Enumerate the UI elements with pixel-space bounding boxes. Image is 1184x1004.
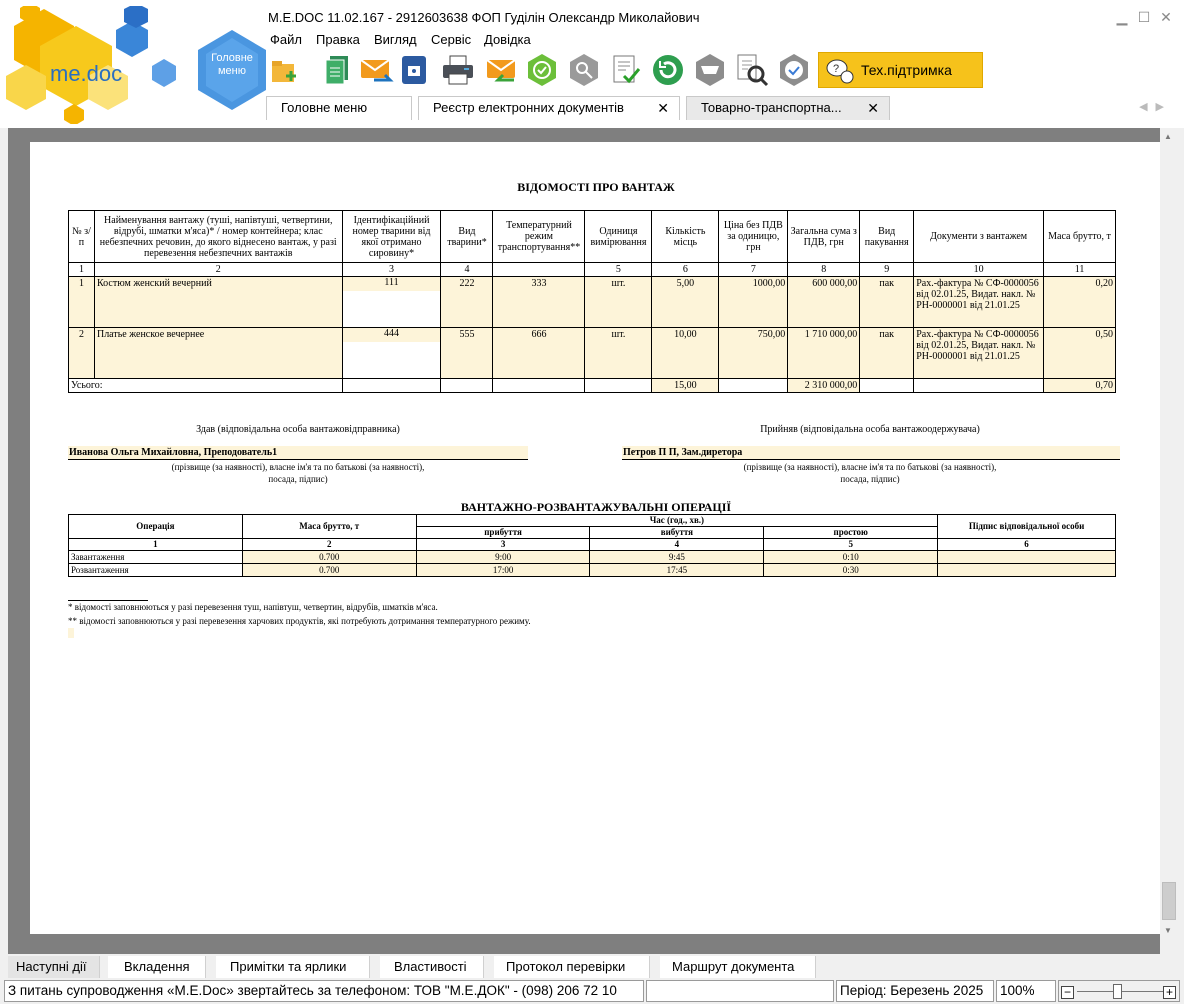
tab-close-icon[interactable]: ✕ [867, 100, 879, 116]
tab-notes-labels[interactable]: Примітки та ярлики [216, 956, 370, 978]
cell-sum[interactable]: 1 710 000,00 [788, 328, 860, 379]
tab-document-route[interactable]: Маршрут документа [660, 956, 816, 978]
ops-header-row [69, 515, 1116, 527]
new-document-icon[interactable] [266, 52, 302, 88]
cell-animal-id[interactable] [342, 277, 441, 328]
tab-label: Товарно-транспортна... [701, 100, 842, 115]
tab-main-menu[interactable] [266, 96, 412, 120]
cell-pack[interactable]: пак [860, 328, 914, 379]
column-number-row [69, 263, 1116, 277]
col-number: 1 [69, 539, 243, 551]
receiver-hint-line2: посада, підпис) [840, 474, 900, 484]
window-title: M.E.DOC 11.02.167 - 2912603638 ФОП Гуділін Олександр Миколайович [268, 10, 700, 25]
ops-mass[interactable]: 0.700 [242, 564, 416, 577]
menu-service[interactable]: Сервіс [431, 32, 472, 47]
col-header: Ціна без ПДВ за одиницю, грн [719, 211, 788, 263]
close-icon[interactable]: ✕ [1160, 9, 1172, 25]
col-number: 5 [764, 539, 938, 551]
ops-header-mass: Маса брутто, т [242, 515, 416, 539]
footnote-divider [68, 600, 148, 601]
ops-sign[interactable] [938, 551, 1116, 564]
encrypt-icon[interactable] [396, 52, 432, 88]
sender-hint-line1: (прізвище (за наявності), власне ім'я та по батькові (за наявності), [171, 462, 425, 472]
tab-scroll-arrows-icon[interactable]: ◀▶ [1139, 101, 1172, 113]
col-header: Температурний режим транспортування** [493, 211, 585, 263]
col-number: 6 [652, 263, 719, 277]
document-page [30, 142, 1162, 934]
home-menu-button[interactable] [196, 28, 268, 112]
ops-departure[interactable]: 17:45 [590, 564, 764, 577]
scroll-down-icon[interactable]: ▼ [1164, 926, 1172, 935]
vertical-scrollbar[interactable] [1160, 128, 1178, 940]
sender-name-field[interactable]: Иванова Ольга Михайловна, Преподователь1 [68, 446, 528, 460]
table-row [69, 277, 1116, 328]
cell-price[interactable]: 750,00 [719, 328, 788, 379]
col-header: Кількість місць [652, 211, 719, 263]
tab-next-actions[interactable]: Наступні дії [8, 956, 100, 978]
col-header: Вид тварини* [441, 211, 493, 263]
cell-qty[interactable]: 5,00 [652, 277, 719, 328]
col-header: Загальна сума з ПДВ, грн [788, 211, 860, 263]
cell-sum[interactable]: 600 000,00 [788, 277, 860, 328]
tab-check-protocol[interactable]: Протокол перевірки [494, 956, 650, 978]
status-empty-field [646, 980, 834, 1002]
col-header: Одиниця вимірювання [585, 211, 652, 263]
tab-registry[interactable] [418, 96, 680, 120]
table-row [69, 551, 1116, 564]
cell-number[interactable]: 2 [69, 328, 95, 379]
tech-support-label: Тех.підтримка [861, 62, 952, 78]
ops-number-row [69, 539, 1116, 551]
receiver-hint [622, 461, 1118, 485]
toolbar [262, 50, 1184, 92]
empty-field-marker[interactable] [68, 628, 74, 638]
total-sum: 2 310 000,00 [788, 379, 860, 393]
cell-pack[interactable]: пак [860, 277, 914, 328]
receiver-name-field[interactable]: Петров П П, Зам.диретора [622, 446, 1120, 460]
bottom-tabs [8, 956, 1178, 978]
medoc-logo [4, 6, 194, 124]
col-number: 9 [860, 263, 914, 277]
ops-operation: Завантаження [69, 551, 243, 564]
ops-header-time: Час (год., хв.) [416, 515, 937, 527]
top-area [0, 0, 1184, 128]
total-mass: 0,70 [1044, 379, 1116, 393]
home-menu-label: Головне меню [211, 52, 253, 77]
cell-unit[interactable]: шт. [585, 277, 652, 328]
ops-arrival[interactable]: 17:00 [416, 564, 590, 577]
cell-qty[interactable]: 10,00 [652, 328, 719, 379]
inbox-icon[interactable] [692, 52, 728, 88]
tab-label: Головне меню [281, 100, 368, 115]
menu-view[interactable]: Вигляд [374, 32, 417, 47]
search-document-icon[interactable] [734, 52, 770, 88]
ops-operation: Розвантаження [69, 564, 243, 577]
col-number: 2 [94, 263, 342, 277]
document-viewer [8, 128, 1160, 954]
col-number: 4 [441, 263, 493, 277]
col-header: Найменування вантажу (туші, напівтуші, четвертини, відрубі, шматки м'яса)* / номер контейнера; клас небезпечних речовин, до якого віднесено вантаж, у разі перевезення небезпечних вантажів [94, 211, 342, 263]
ops-departure[interactable]: 9:45 [590, 551, 764, 564]
col-header: Документи з вантажем [914, 211, 1044, 263]
cell-number[interactable]: 1 [69, 277, 95, 328]
sender-caption: Здав (відповідальна особа вантажовідправника) [196, 424, 400, 435]
svg-text:me.doc: me.doc [50, 61, 123, 86]
period-indicator[interactable]: Період: Березень 2025 [836, 980, 994, 1002]
key-icon[interactable] [566, 52, 602, 88]
sender-hint-line2: посада, підпис) [268, 474, 328, 484]
receiver-hint-line1: (прізвище (за наявності), власне ім'я та по батькові (за наявності), [743, 462, 997, 472]
ops-mass[interactable]: 0.700 [242, 551, 416, 564]
col-number: 11 [1044, 263, 1116, 277]
total-label: Усього: [69, 379, 343, 393]
operations-section-title: ВАНТАЖНО-РОЗВАНТАЖУВАЛЬНІ ОПЕРАЦІЇ [460, 500, 732, 514]
zoom-out-icon[interactable]: − [1061, 986, 1074, 999]
cell-animal-id-value: 111 [343, 277, 441, 291]
cell-animal[interactable]: 222 [441, 277, 493, 328]
col-number [493, 263, 585, 277]
col-number: 3 [342, 263, 441, 277]
cargo-section-title: ВІДОМОСТІ ПРО ВАНТАЖ [517, 180, 675, 194]
tab-close-icon[interactable]: ✕ [657, 100, 669, 116]
zoom-slider-thumb[interactable] [1113, 984, 1122, 999]
zoom-level[interactable]: 100% [996, 980, 1056, 1002]
col-number: 2 [242, 539, 416, 551]
menu-help[interactable]: Довідка [484, 32, 531, 47]
operations-table [68, 514, 1116, 577]
ops-sign[interactable] [938, 564, 1116, 577]
maximize-icon[interactable]: ☐ [1137, 9, 1151, 25]
ops-header-op: Операція [69, 515, 243, 539]
footnote-1: * відомості заповнюються у разі перевезення туш, напівтуш, четвертин, відрубів, шматків м'яса. [68, 602, 438, 612]
title-bar [262, 6, 1184, 28]
shield-check-icon[interactable] [776, 52, 812, 88]
ops-arrival[interactable]: 9:00 [416, 551, 590, 564]
check-list-icon[interactable] [608, 52, 644, 88]
col-number: 6 [938, 539, 1116, 551]
cell-unit[interactable]: шт. [585, 328, 652, 379]
cell-name[interactable]: Платье женское вечернее [94, 328, 342, 379]
ops-header-departure: вибуття [590, 527, 764, 539]
sign-icon[interactable] [524, 52, 560, 88]
col-header: Ідентифікаційний номер тварини від якої отримано сировину* [342, 211, 441, 263]
tab-properties[interactable]: Властивості [380, 956, 484, 978]
col-header: Вид пакування [860, 211, 914, 263]
sender-hint [68, 461, 528, 485]
status-bar [0, 978, 1184, 1004]
ops-idle[interactable]: 0:30 [764, 564, 938, 577]
col-number: 7 [719, 263, 788, 277]
refresh-icon[interactable] [650, 52, 686, 88]
col-header: № з/п [69, 211, 95, 263]
print-icon[interactable] [440, 52, 476, 88]
tab-attachments[interactable]: Вкладення [108, 956, 206, 978]
minimize-icon[interactable]: ▁ [1116, 9, 1128, 25]
support-info-text: З питань супроводження «M.E.Doc» звертайтесь за телефоном: ТОВ "М.Е.ДОК" - (098) 206 72 10 [4, 980, 644, 1002]
scroll-up-icon[interactable]: ▲ [1164, 132, 1172, 141]
cell-animal-id-value: 444 [343, 328, 441, 342]
tab-waybill[interactable] [686, 96, 890, 120]
send-envelope-icon[interactable] [358, 52, 394, 88]
cell-mass[interactable]: 0,20 [1044, 277, 1116, 328]
zoom-slider[interactable] [1058, 980, 1180, 1002]
table-row [69, 328, 1116, 379]
scroll-thumb[interactable] [1162, 882, 1176, 920]
col-number: 8 [788, 263, 860, 277]
tech-support-button[interactable] [818, 52, 983, 88]
copy-document-icon[interactable] [320, 52, 356, 88]
ops-header-sign: Підпис відповідальної особи [938, 515, 1116, 539]
receive-envelope-icon[interactable] [484, 52, 520, 88]
cell-temp[interactable]: 666 [493, 328, 585, 379]
cell-name[interactable]: Костюм женский вечерний [94, 277, 342, 328]
menu-edit[interactable]: Правка [316, 32, 360, 47]
document-tabs [262, 96, 1184, 120]
menu-file[interactable]: Файл [270, 32, 302, 47]
total-qty: 15,00 [652, 379, 719, 393]
cargo-table [68, 210, 1116, 393]
col-number: 3 [416, 539, 590, 551]
table-header-row [69, 211, 1116, 263]
col-header: Маса брутто, т [1044, 211, 1116, 263]
cell-mass[interactable]: 0,50 [1044, 328, 1116, 379]
cell-docs[interactable]: Рах.-фактура № СФ-0000056 від 02.01.25, Видат. накл. № РН-0000001 від 21.01.25 [914, 277, 1044, 328]
table-row [69, 564, 1116, 577]
tab-label: Реєстр електронних документів [433, 100, 624, 115]
total-row [69, 379, 1116, 393]
receiver-caption: Прийняв (відповідальна особа вантажоодержувача) [760, 424, 980, 435]
ops-header-arrival: прибуття [416, 527, 590, 539]
col-number: 10 [914, 263, 1044, 277]
col-number: 1 [69, 263, 95, 277]
cell-animal-id[interactable] [342, 328, 441, 379]
ops-header-idle: простою [764, 527, 938, 539]
cell-temp[interactable]: 333 [493, 277, 585, 328]
cell-animal[interactable]: 555 [441, 328, 493, 379]
col-number: 5 [585, 263, 652, 277]
col-number: 4 [590, 539, 764, 551]
support-chat-icon [825, 55, 855, 85]
footnote-2: ** відомості заповнюються у разі перевезення харчових продуктів, які потребують дотримання температурного режиму. [68, 616, 531, 626]
cell-docs[interactable]: Рах.-фактура № СФ-0000056 від 02.01.25, Видат. накл. № РН-0000001 від 21.01.25 [914, 328, 1044, 379]
zoom-in-icon[interactable]: + [1163, 986, 1176, 999]
ops-idle[interactable]: 0:10 [764, 551, 938, 564]
cell-price[interactable]: 1000,00 [719, 277, 788, 328]
svg-text:?: ? [833, 63, 840, 75]
